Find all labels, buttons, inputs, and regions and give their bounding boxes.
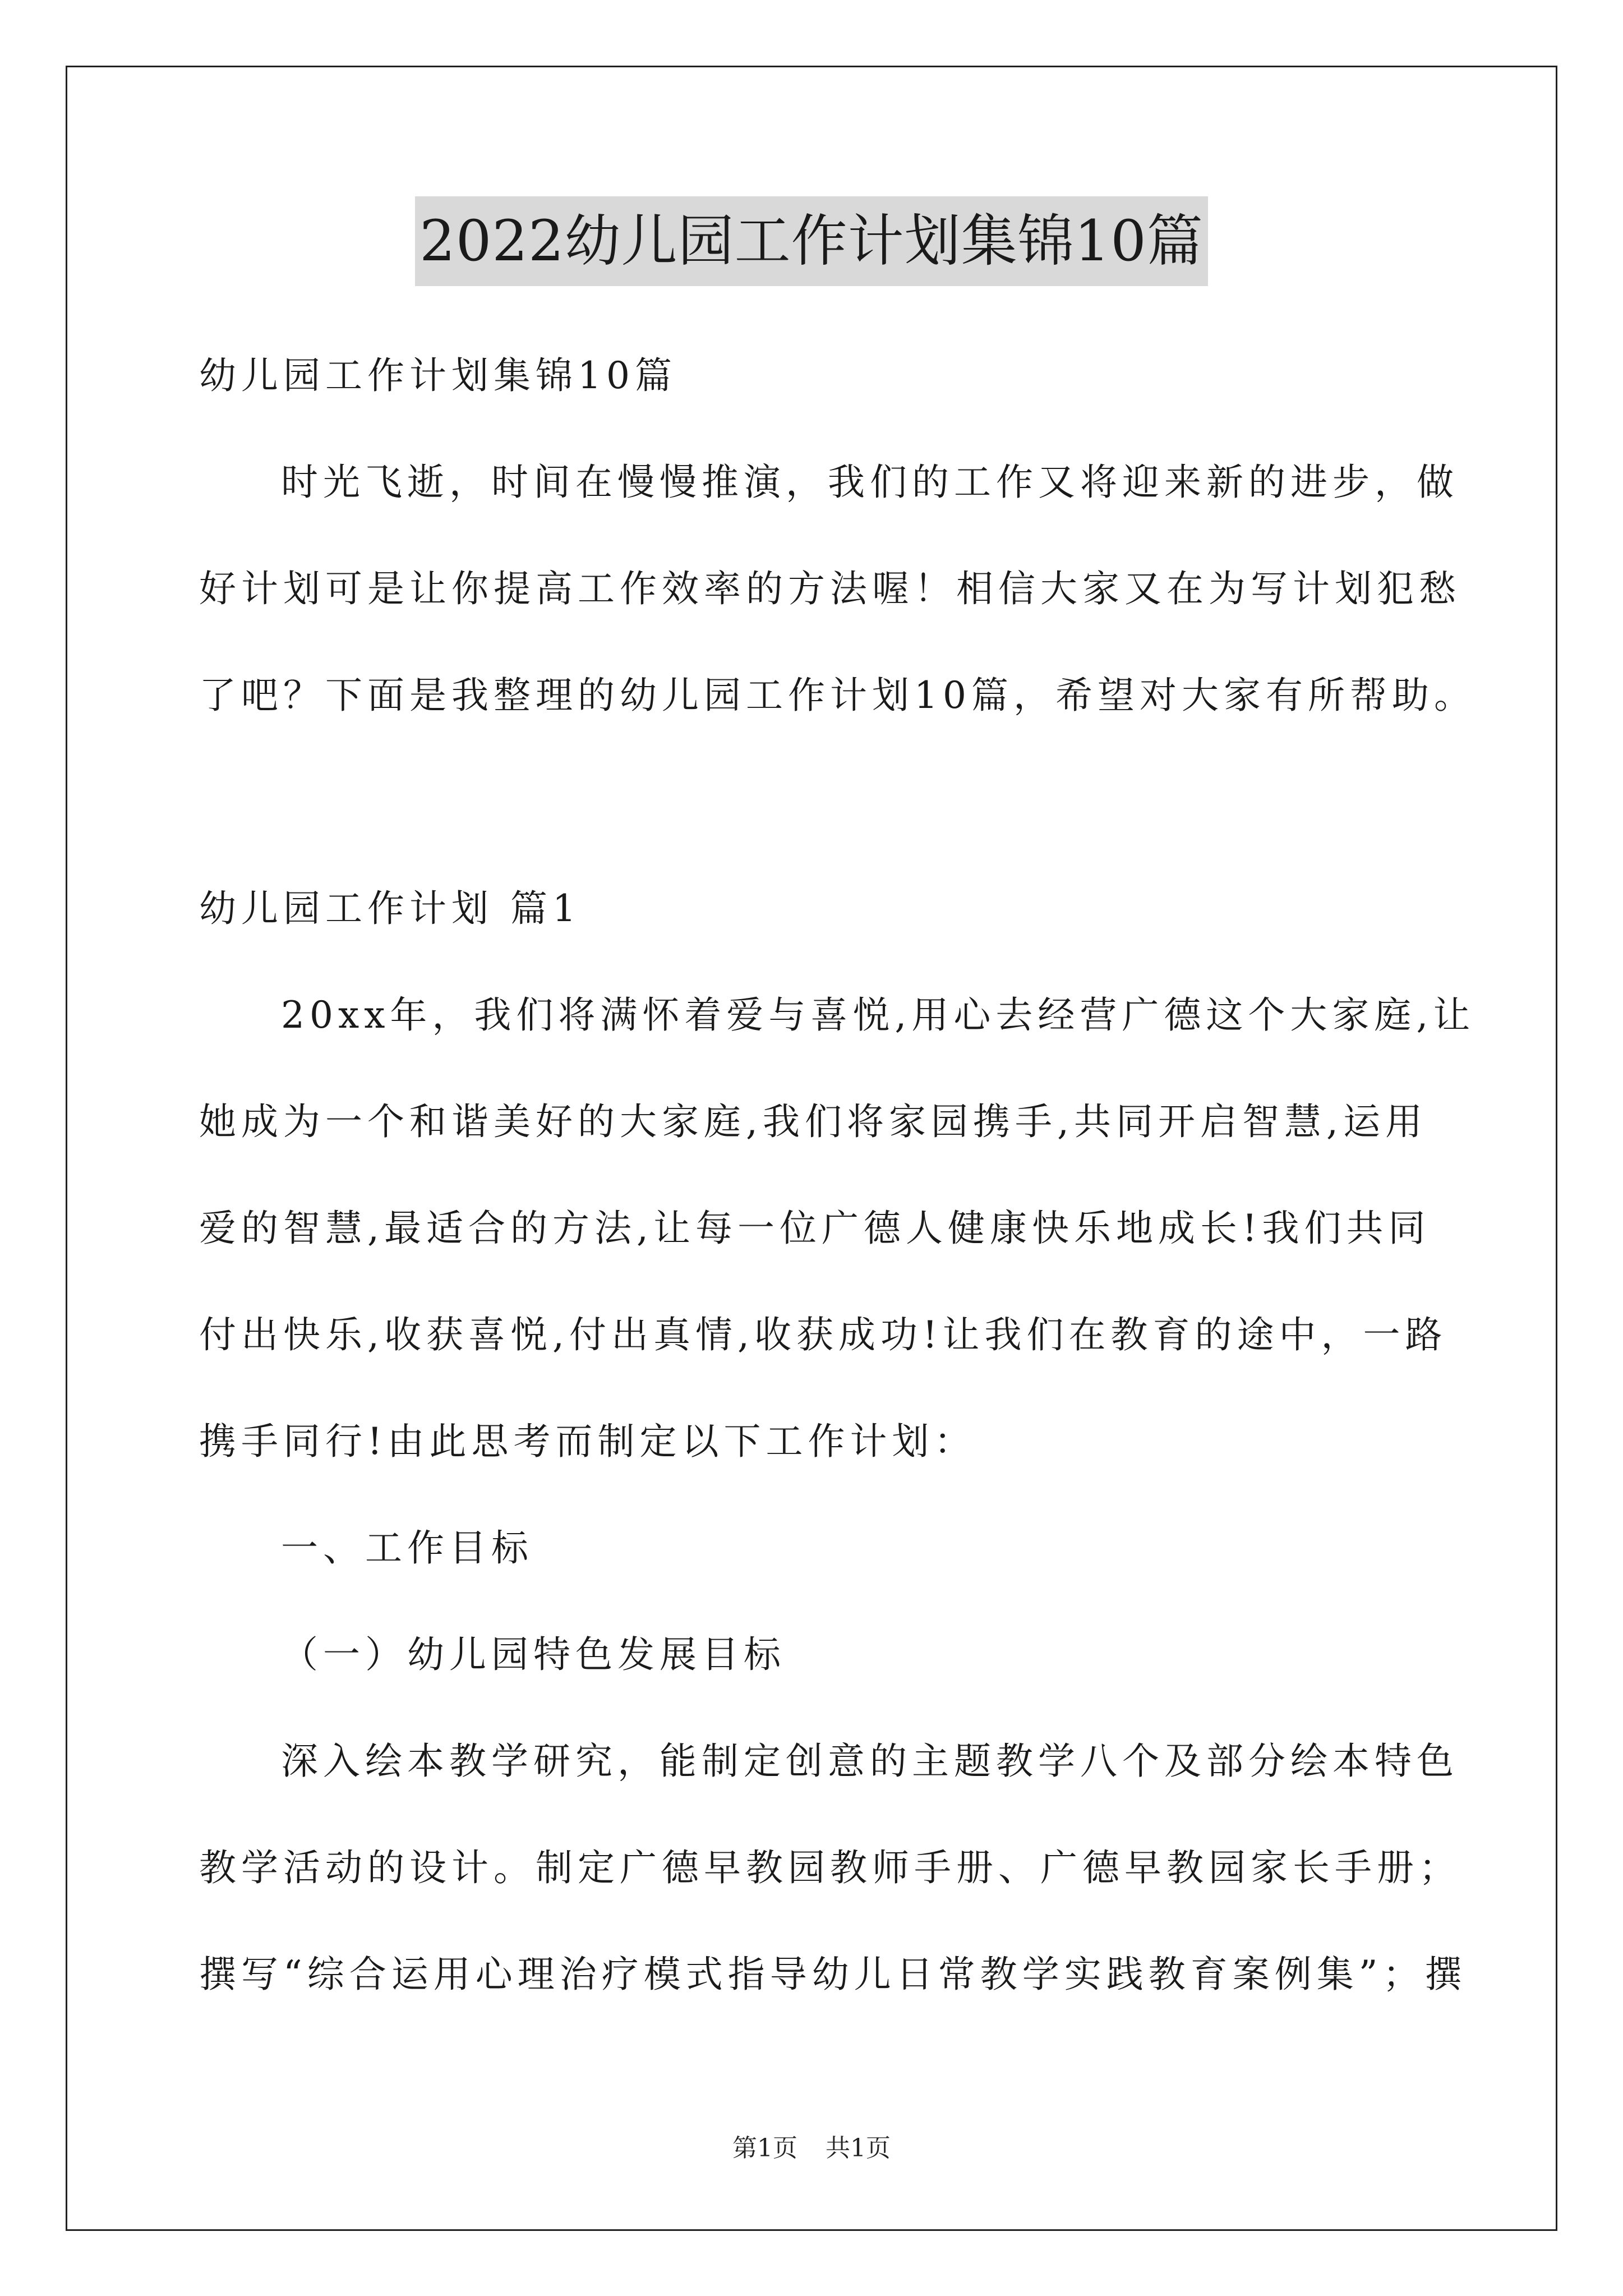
- body-line: 教学活动的设计。制定广德早教园教师手册、广德早教园家长手册；: [199, 1846, 1461, 1889]
- heading-development-goals: （一）幼儿园特色发展目标: [281, 1633, 786, 1676]
- section-line: 爱的智慧,最适合的方法,让每一位广德人健康快乐地成长!我们共同: [199, 1207, 1431, 1250]
- heading-work-goals: 一、工作目标: [281, 1526, 533, 1570]
- page-footer: [0, 2132, 1623, 2165]
- section-line: 20xx年，我们将满怀着爱与喜悦,用心去经营广德这个大家庭,让: [281, 993, 1476, 1037]
- section-heading: 幼儿园工作计划 篇1: [199, 887, 581, 930]
- intro-line: 时光飞逝，时间在慢慢推演，我们的工作又将迎来新的进步，做: [281, 461, 1459, 504]
- title-container: [0, 196, 1623, 286]
- subtitle: 幼儿园工作计划集锦10篇: [199, 354, 677, 397]
- document-title: 2022幼儿园工作计划集锦10篇: [415, 196, 1208, 286]
- page-number: 第1页: [732, 2134, 797, 2162]
- intro-line: 好计划可是让你提高工作效率的方法喔！相信大家又在为写计划犯愁: [199, 567, 1461, 610]
- section-line: 付出快乐,收获喜悦,付出真情,收获成功!让我们在教育的途中，一路: [199, 1313, 1447, 1356]
- body-line: 撰写“综合运用心理治疗模式指导幼儿日常教学实践教育案例集”；撰: [199, 1953, 1467, 1996]
- section-line: 携手同行!由此思考而制定以下工作计划：: [199, 1420, 976, 1463]
- section-line: 她成为一个和谐美好的大家庭,我们将家园携手,共同开启智慧,运用: [199, 1100, 1427, 1143]
- intro-line: 了吧？下面是我整理的幼儿园工作计划10篇，希望对大家有所帮助。: [199, 674, 1476, 717]
- page-total: 共1页: [826, 2134, 891, 2162]
- body-line: 深入绘本教学研究，能制定创意的主题教学八个及部分绘本特色: [281, 1740, 1459, 1783]
